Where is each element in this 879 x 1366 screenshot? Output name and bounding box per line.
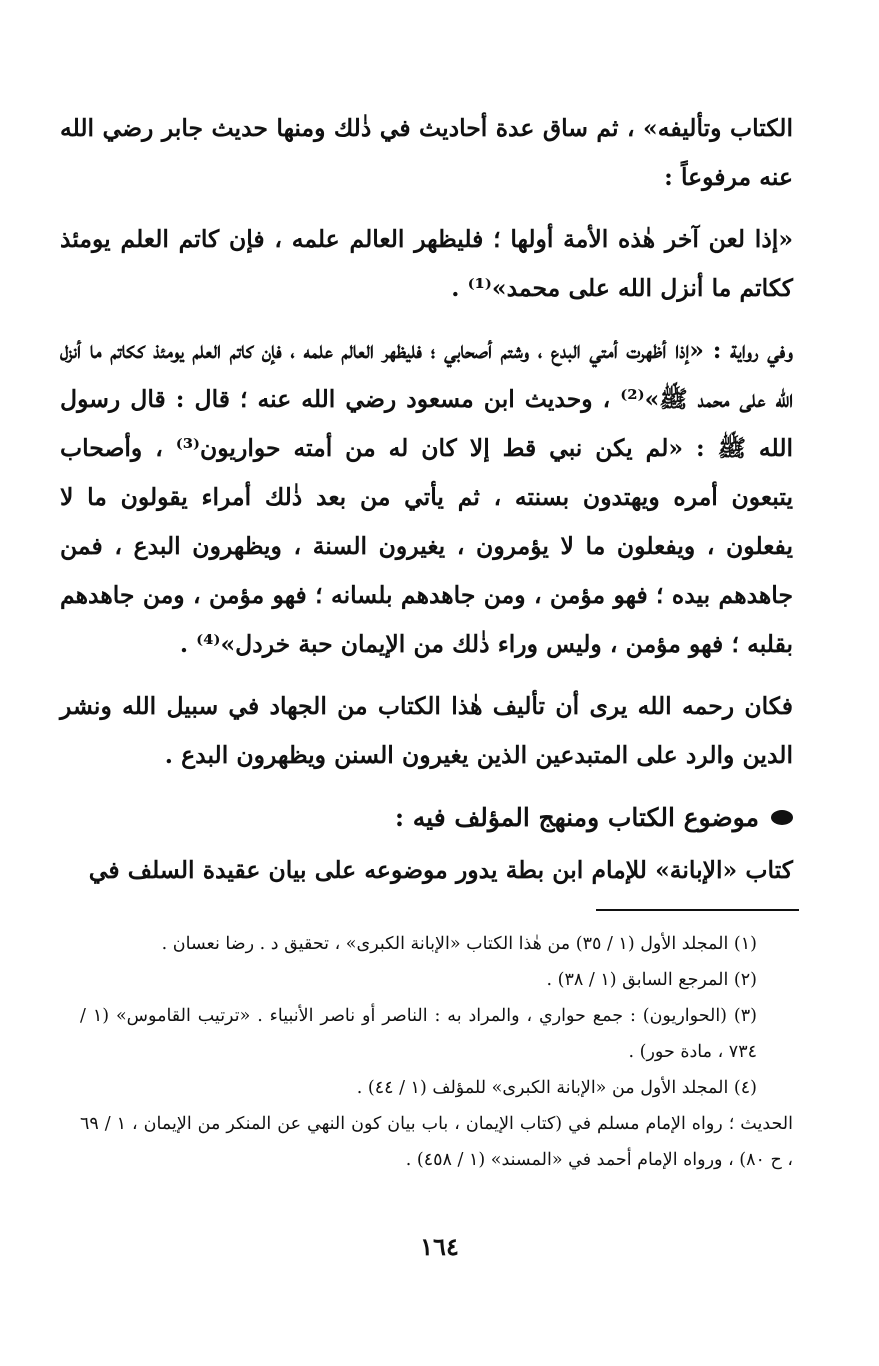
paragraph-1: الكتاب وتأليفه» ، ثم ساق عدة أحاديث في ذٰلك ومنها حديث جابر رضي الله عنه مرفوعاً : (60, 114, 793, 191)
section-heading-text: موضوع الكتاب ومنهج المؤلف فيه : (394, 803, 759, 832)
bullet-icon (771, 810, 793, 825)
footnote-3: (٣) (الحواريون) : جمع حواري ، والمراد به : الناصر أو ناصر الأنبياء . «ترتيب القاموس» (١ / ٧٣٤ ، مادة حور) . (80, 1006, 757, 1062)
footnote-1: (١) المجلد الأول (١ / ٣٥) من هٰذا الكتاب «الإبانة الكبرى» ، تحقيق د . رضا نعسان . (161, 934, 757, 954)
paragraph-2-hadith-jabir: «إذا لعن آخر هٰذه الأمة أولها ؛ فليظهر العالم علمه ، فإن كاتم العلم يومئذ ككاتم ما أنزل الله على محمد»⁽¹⁾ . (60, 225, 793, 302)
page-number: ١٦٤ (420, 1232, 459, 1261)
footnote-4: (٤) المجلد الأول من «الإبانة الكبرى» للمؤلف (١ / ٤٤) . (356, 1078, 757, 1098)
footnote-2: (٢) المرجع السابق (١ / ٣٨) . (546, 970, 757, 990)
footnote-4-continuation: الحديث ؛ رواه الإمام مسلم في (كتاب الإيمان ، باب بيان كون النهي عن المنكر من الإيمان ، ١ / ٦٩ ، ح ٨٠) ، ورواه الإمام أحمد في «المسند» (١ / ٤٥٨) . (80, 1114, 793, 1170)
paragraph-4: فكان رحمه الله يرى أن تأليف هٰذا الكتاب من الجهاد في سبيل الله ونشر الدين والرد على المتبدعين الذين يغيرون السنن ويظهرون البدع . (60, 692, 793, 769)
paragraph-5: كتاب «الإبانة» للإمام ابن بطة يدور موضوعه على بيان عقيدة السلف في (88, 856, 793, 884)
footnotes (80, 926, 793, 1178)
section-heading (60, 793, 793, 842)
main-text (60, 104, 793, 908)
paragraph-3-narration: وفي رواية : «إذا أظهرت أمتي البدع ، وشتم أصحابي ؛ فليظهر العالم علمه ، فإن كاتم العلم يومئذ ككاتم ما أنزل الله على محمد ﷺ»⁽²⁾ ، وحديث ابن مسعود رضي الله عنه ؛ قال : قال رسول الله ﷺ : «لم يكن نبي قط إلا كان له من أمته حواريون⁽³⁾ ، وأصحاب يتبعون أمره ويهتدون بسنته ، ثم يأتي من بعد ذٰلك أمراء يقولون ما لا يفعلون ، ويفعلون ما لا يؤمرون ، يغيرون السنة ، ويظهرون البدع ، فمن جاهدهم بيده ؛ فهو مؤمن ، ومن جاهدهم بلسانه ؛ فهو مؤمن ، ومن جاهدهم بقلبه ؛ فهو مؤمن ، وليس وراء ذٰلك من الإيمان حبة خردل»⁽⁴⁾ . (60, 336, 794, 658)
footnote-separator (596, 909, 799, 911)
